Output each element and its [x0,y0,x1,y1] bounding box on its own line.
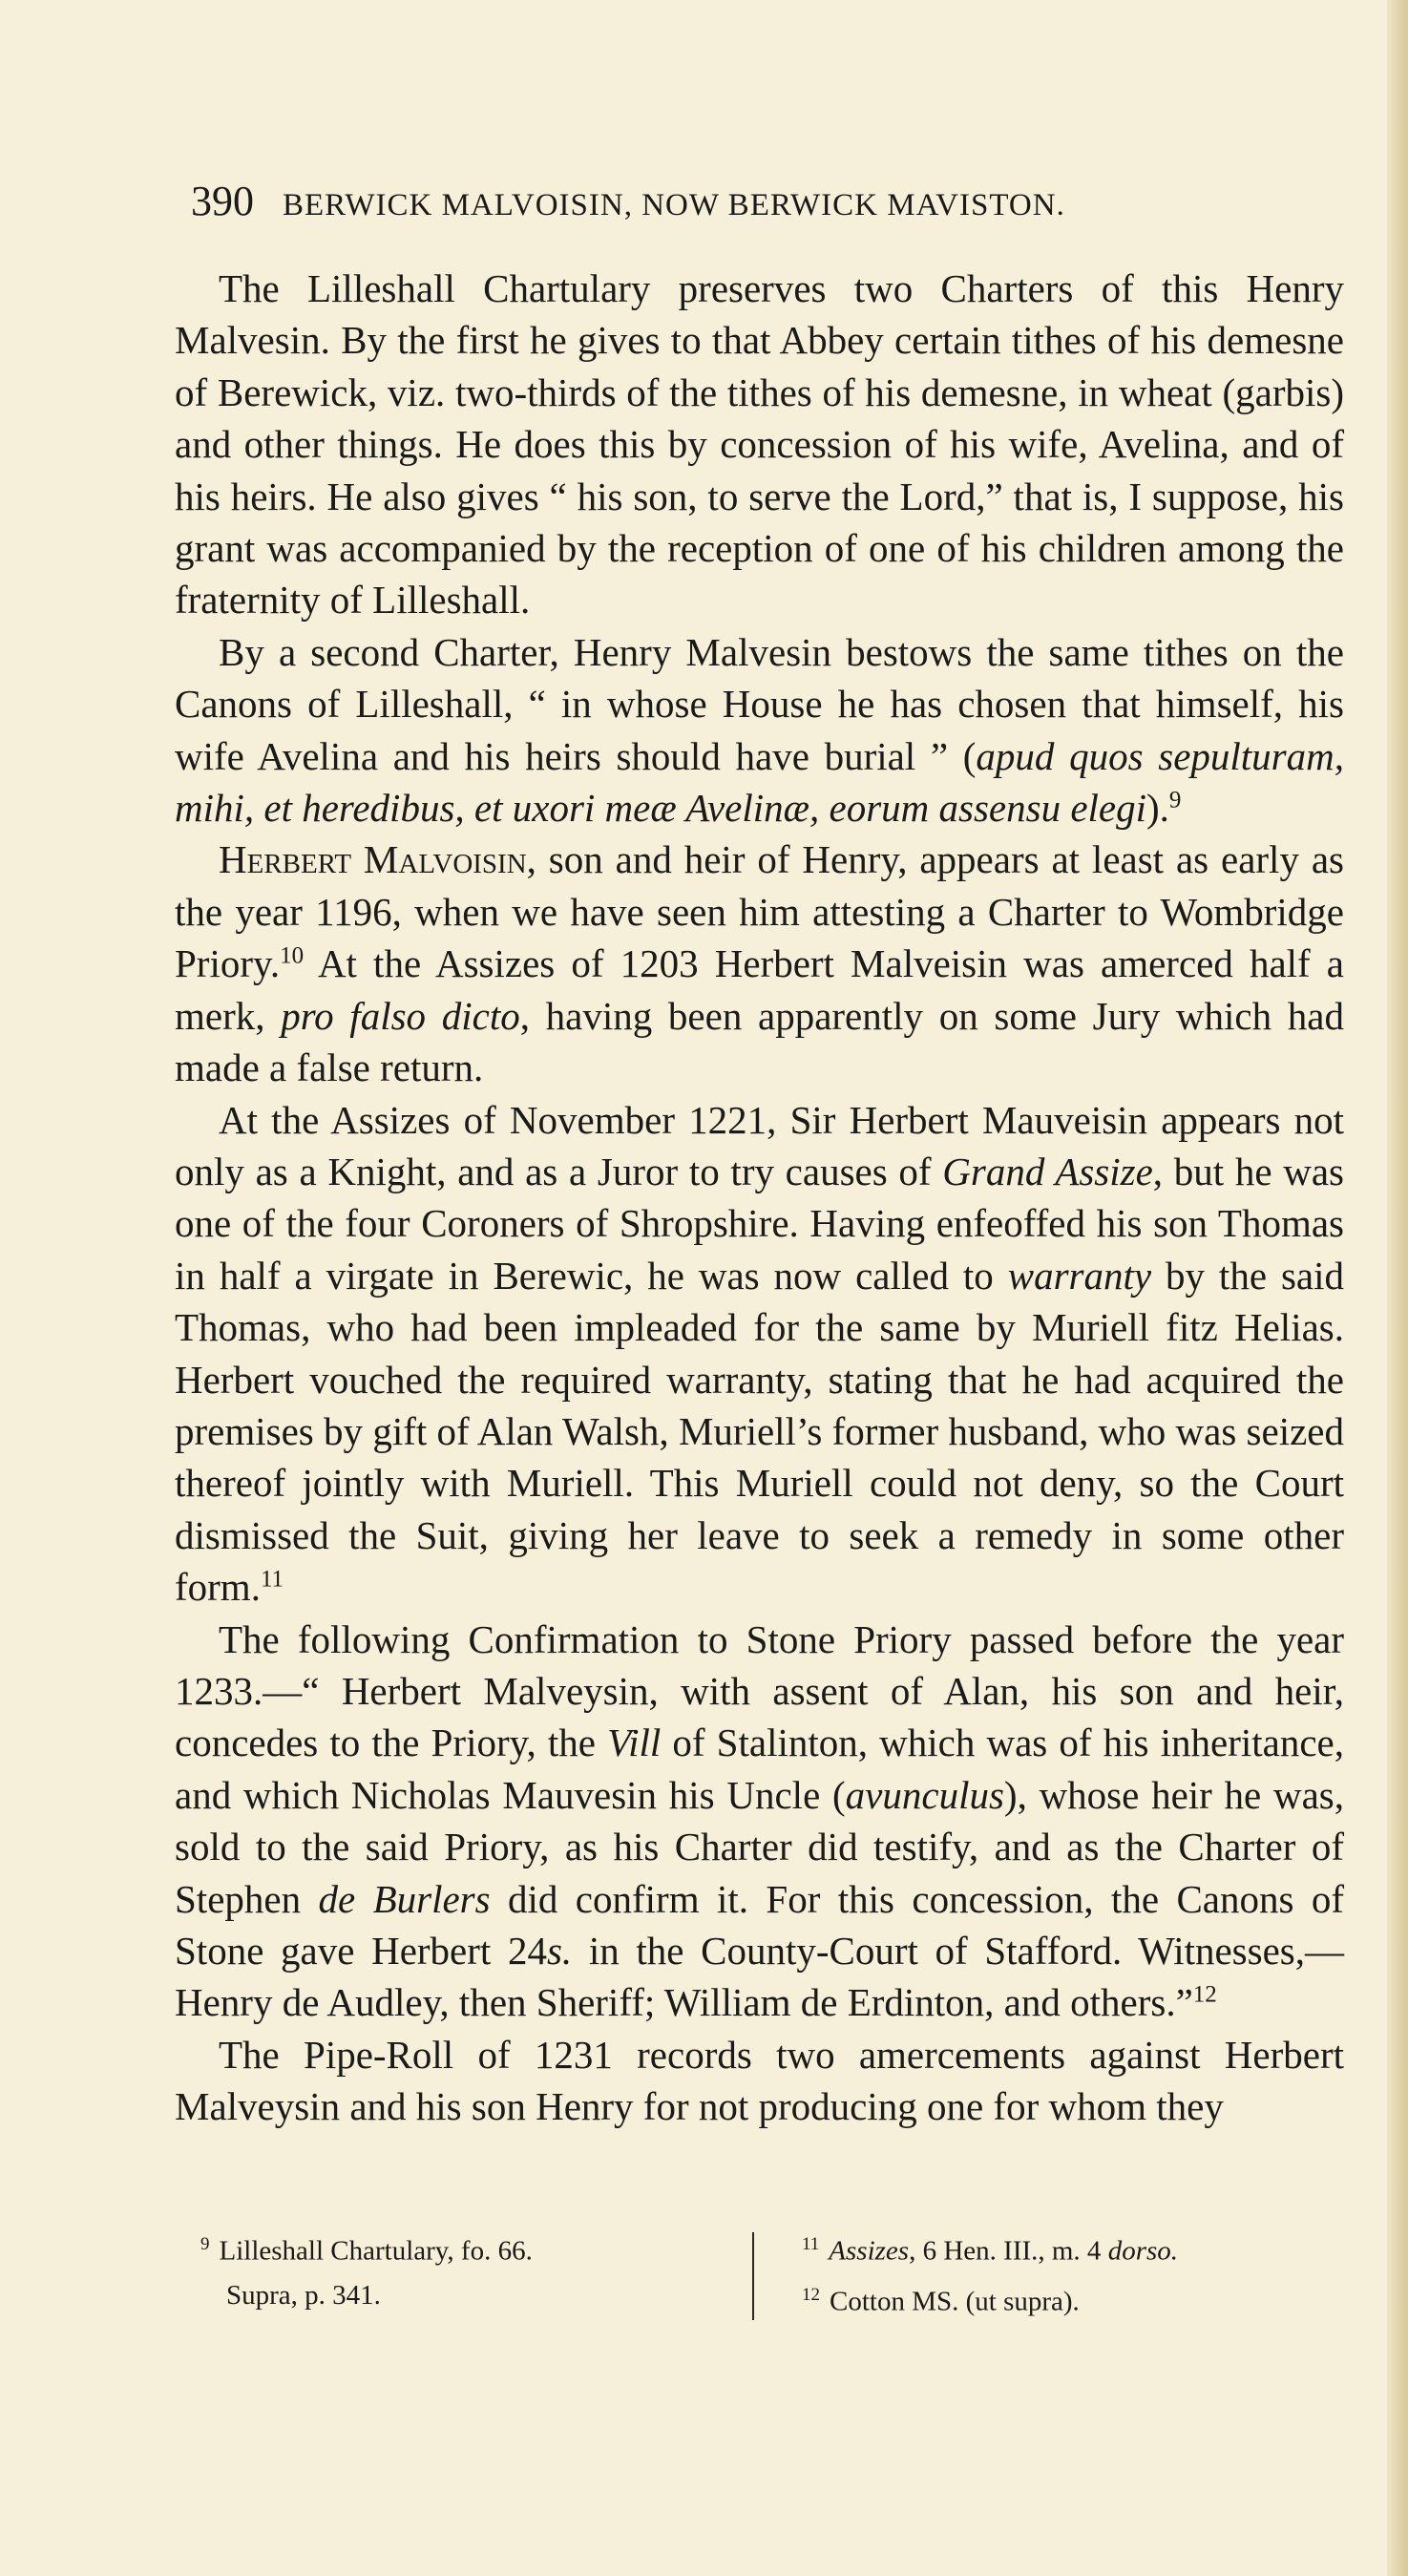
running-header [191,177,1355,225]
latin-quote: apud quos sepulturam, mihi, et heredibus, et uxori meæ Avelinæ, eorum assensu elegi [175,733,1344,831]
footnote-ref-9: 9 [1168,787,1182,813]
footnote-ref-12: 12 [1192,1981,1217,2008]
footnotes-left-column [200,2223,735,2317]
paragraph-4: At the Assizes of November 1221, Sir Herbert Mauveisin appears not only as a Knight, and as a Juror to try causes of Grand Assize, but he was one of the four Coroners of Shropshire. Having enfeoffed his son Thomas in half a virgate in Berewic, he was now called to warranty by the said Thomas, who had been impleaded for the same by Muriell fitz Helias. Herbert vouched the required warranty, stating that he had acquired the premises by gift of Alan Walsh, Muriell’s former husband, who was seized thereof jointly with Muriell. This Muriell could not deny, so the Court dismissed the Suit, giving her leave to seek a remedy in some other form.$^{11}$ [175,1097,1344,1610]
paragraph-5: The following Confirmation to Stone Priory passed before the year 1233.—“ Herbert Malveysin, with assent of Alan, his son and heir, concedes to the Priory, the Vill of Stalinton, which was of his inheritance, and which Nicholas Mauvesin his Uncle (avunculus), whose heir he was, sold to the said Priory, as his Charter did testify, and as the Charter of Stephen de Burlers did confirm it. For this concession, the Canons of Stone gave Herbert 24s. in the County-Court of Stafford. Witnesses,—Henry de Audley, then Sheriff; William de Erdinton, and others.”$^{12}$ [175,1616,1345,2025]
paragraph-1: The Lilleshall Chartulary preserves two Charters of this Henry Malvesin. By the first he gives to that Abbey certain tithes of his demesne of Berewick, viz. two-thirds of the tithes of his demesne, in wheat (garbis) and other things. He does this by concession of his wife, Avelina, and of his heirs. He also gives “ his son, to serve the Lord,” that is, I suppose, his grant was accompanied by the reception of one of his children among the fraternity of Lilleshall. [175,266,1344,623]
page-number: 390 [191,178,254,224]
running-title: BERWICK MALVOISIN, NOW BERWICK MAVISTON. [283,188,1065,222]
footnote-9: $^9$ Lilleshall Chartulary, fo. 66. [200,2234,533,2267]
footnote-12: $^{12}$ Cotton MS. (ut supra). [802,2284,1080,2317]
herbert-malvoisin-name: Herbert Malvoisin [219,837,527,882]
body-text [175,263,1344,2133]
footnote-ref-10: 10 [280,942,305,969]
paragraph-6: The Pipe-Roll of 1231 records two amercements against Herbert Malveysin and his son Henry for not producing one for whom they [175,2032,1344,2129]
page-edge [1387,0,1408,2576]
footnotes-right-column [802,2223,1336,2323]
footnote-divider [752,2232,754,2320]
footnote-10: Supra, p. 341. [226,2279,381,2311]
paragraph-2: By a second Charter, Henry Malvesin bestows the same tithes on the Canons of Lilleshall, “ in whose House he has chosen that himself, his wife Avelina and his heirs should have burial ” (apud quos sepulturam, mihi, et heredibus, et uxori meæ Avelinæ, eorum assensu elegi).$^9$ [175,629,1344,831]
paragraph-3: Herbert Malvoisin, son and heir of Henry, appears at least as early as the year 1196, when we have seen him attesting a Charter to Wombridge Priory.$^{10}$ At the Assizes of 1203 Herbert Malveisin was amerced half a merk, pro falso dicto, having been apparently on some Jury which had made a false return. [175,837,1345,1090]
footnote-ref-11: 11 [260,1566,284,1593]
footnote-11: $^{11}$ Assizes, 6 Hen. III., m. 4 dorso. [802,2234,1179,2267]
